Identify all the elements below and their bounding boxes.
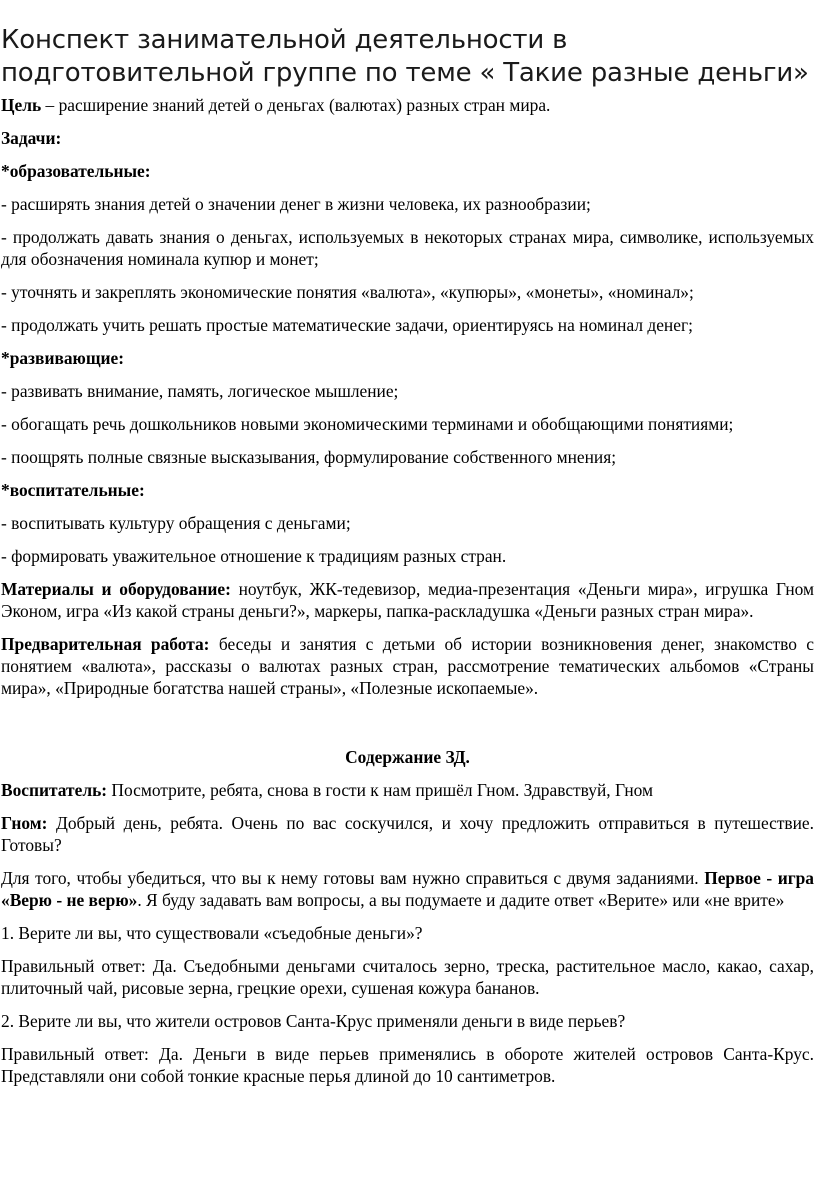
intro-game-title: Первое - игра «Верю - не верю» bbox=[1, 868, 814, 910]
materials-paragraph bbox=[1, 578, 814, 622]
educational-heading bbox=[1, 160, 814, 182]
materials-text: ноутбук, ЖК-тедевизор, медиа-презентация «Деньги мира», игрушка Гном Эконом, игра «Из какой страны деньги?», маркеры, папка-раскладушка «Деньги разных стран мира». bbox=[1, 579, 814, 621]
educational-heading-text: *образовательные: bbox=[1, 161, 151, 181]
document-page bbox=[0, 24, 814, 1098]
intro-paragraph bbox=[1, 867, 814, 911]
gnome-label: Гном: bbox=[1, 813, 48, 833]
educational-item: - расширять знания детей о значении денег в жизни человека, их разнообразии; bbox=[1, 194, 591, 214]
gnome-line bbox=[1, 812, 814, 856]
teacher-label: Воспитатель: bbox=[1, 780, 108, 800]
section-spacer bbox=[1, 710, 814, 746]
teacher-line bbox=[1, 779, 814, 801]
gnome-text: Добрый день, ребята. Очень по вас соскучился, и хочу предложить отправиться в путешествие. Готовы? bbox=[1, 813, 814, 855]
upbringing-heading bbox=[1, 479, 814, 501]
content-heading-text: Содержание ЗД. bbox=[345, 747, 470, 767]
goal-paragraph bbox=[1, 94, 814, 116]
intro-text-before: Для того, чтобы убедиться, что вы к нему готовы вам нужно справиться с двумя заданиями. bbox=[1, 868, 705, 888]
materials-label: Материалы и оборудование: bbox=[1, 579, 231, 599]
answer-2: Правильный ответ: Да. Деньги в виде перьев применялись в обороте жителей островов Санта-Крус. Представляли они собой тонкие красные перья длиной до 10 сантиметров. bbox=[1, 1044, 814, 1086]
answer-1: Правильный ответ: Да. Съедобными деньгами считалось зерно, треска, растительное масло, какао, сахар, плиточный чай, рисовые зерна, грецкие орехи, сушеная кожура бананов. bbox=[1, 956, 814, 998]
developmental-heading bbox=[1, 347, 814, 369]
educational-item: - уточнять и закреплять экономические понятия «валюта», «купюры», «монеты», «номинал»; bbox=[1, 282, 694, 302]
preliminary-paragraph bbox=[1, 633, 814, 699]
educational-item: - продолжать учить решать простые математические задачи, ориентируясь на номинал денег; bbox=[1, 315, 693, 335]
teacher-text: Посмотрите, ребята, снова в гости к нам пришёл Гном. Здравствуй, Гном bbox=[107, 780, 654, 800]
tasks-heading-text: Задачи: bbox=[1, 128, 62, 148]
developmental-item: - поощрять полные связные высказывания, формулирование собственного мнения; bbox=[1, 447, 617, 467]
goal-label: Цель bbox=[1, 95, 42, 115]
intro-text-after: . Я буду задавать вам вопросы, а вы подумаете и дадите ответ «Верите» или «не врите» bbox=[137, 890, 785, 910]
preliminary-text: беседы и занятия с детьми об истории возникновения денег, знакомство с понятием «валюта», рассказы о валютах разных стран, рассмотрение тематических альбомов «Страны мира», «Природные богатства нашей страны», «Полезные ископаемые». bbox=[1, 634, 814, 698]
content-heading bbox=[1, 746, 814, 768]
educational-item: - продолжать давать знания о деньгах, используемых в некоторых странах мира, символике, используемых для обозначения номинала купюр и монет; bbox=[1, 227, 814, 269]
preliminary-label: Предварительная работа: bbox=[1, 634, 210, 654]
developmental-heading-text: *развивающие: bbox=[1, 348, 125, 368]
tasks-heading bbox=[1, 127, 814, 149]
upbringing-heading-text: *воспитательные: bbox=[1, 480, 145, 500]
goal-text: – расширение знаний детей о деньгах (валютах) разных стран мира. bbox=[41, 95, 551, 115]
document-title: Конспект занимательной деятельности в подготовительной группе по теме « Такие разные деньги» bbox=[1, 25, 809, 88]
developmental-item: - обогащать речь дошкольников новыми экономическими терминами и обобщающими понятиями; bbox=[1, 414, 734, 434]
question-1: 1. Верите ли вы, что существовали «съедобные деньги»? bbox=[1, 923, 423, 943]
question-2: 2. Верите ли вы, что жители островов Санта-Крус применяли деньги в виде перьев? bbox=[1, 1011, 626, 1031]
developmental-item: - развивать внимание, память, логическое мышление; bbox=[1, 381, 399, 401]
upbringing-item: - формировать уважительное отношение к традициям разных стран. bbox=[1, 546, 507, 566]
upbringing-item: - воспитывать культуру обращения с деньгами; bbox=[1, 513, 351, 533]
